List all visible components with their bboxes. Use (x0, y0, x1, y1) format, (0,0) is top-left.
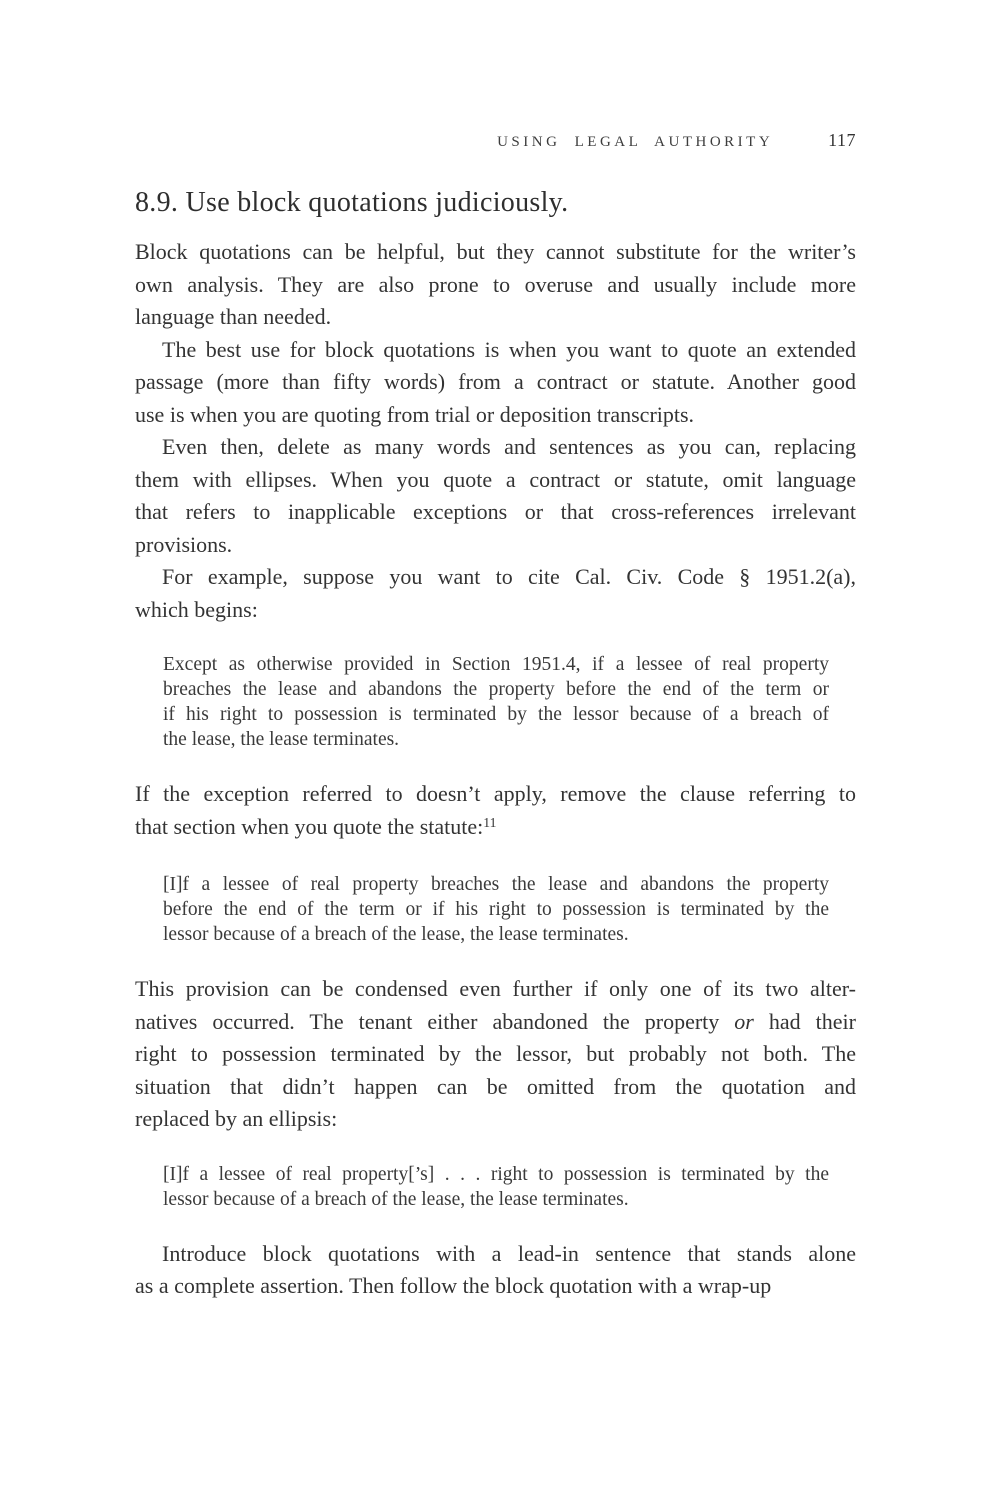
text-line: Introduce block quotations with a lead-in sentence that stands alone (162, 1240, 856, 1266)
text-line: provisions. (135, 531, 233, 557)
running-head-row (135, 130, 856, 151)
text-line: lessor because of a breach of the lease, the lease terminates. (163, 924, 629, 945)
text-line: before the end of the term or if his right to possession is terminated by the (163, 899, 829, 920)
text-line: right to possession terminated by the lessor, but probably not both. The (135, 1041, 856, 1066)
text-line: For example, suppose you want to cite Cal. Civ. Code § 1951.2(a), (162, 564, 856, 589)
page-content (135, 130, 856, 1303)
block-quote (163, 872, 829, 947)
text-line: language than needed. (135, 304, 332, 329)
text-line: Even then, delete as many words and sentences as you can, replacing (162, 434, 856, 459)
paragraph (135, 431, 856, 561)
text-line: own analysis. They are also prone to overuse and usually include more (135, 271, 856, 297)
text-line: Block quotations can be helpful, but they cannot substitute for the writer’s (135, 239, 856, 264)
paragraph (135, 236, 856, 334)
text-line: If the exception referred to doesn’t apply, remove the clause referring to (135, 781, 856, 806)
page-number: 117 (828, 130, 856, 150)
paragraph (135, 334, 856, 432)
section-heading: 8.9. Use block quotations judiciously. (135, 187, 569, 218)
text-line: replaced by an ellipsis: (135, 1106, 338, 1131)
text-line: The best use for block quotations is when you want to quote an extended (162, 336, 856, 362)
text-line: use is when you are quoting from trial or deposition transcripts. (135, 401, 695, 427)
text-line: [I]f a lessee of real property breaches the lease and abandons the property (163, 874, 829, 895)
text-line: lessor because of a breach of the lease, the lease terminates. (163, 1188, 629, 1210)
footnote-reference: 11 (483, 815, 497, 831)
text-line: that section when you quote the statute:$^{11}$ (135, 813, 497, 839)
text-line: passage (more than fifty words) from a contract or statute. Another good (135, 369, 856, 394)
block-quote (163, 652, 829, 752)
text-line: that refers to inapplicable exceptions or that cross-references irrelevant (135, 499, 856, 524)
text-line: the lease, the lease terminates. (163, 729, 400, 750)
paragraph (135, 1238, 856, 1303)
paragraph (135, 778, 856, 846)
text-line: [I]f a lessee of real property[’s] . . . right to possession is terminated by the (163, 1163, 829, 1185)
paragraph (135, 973, 856, 1136)
text-line: natives occurred. The tenant either abandoned the property or had their (135, 1008, 856, 1034)
text-line: them with ellipses. When you quote a contract or statute, omit language (135, 466, 856, 492)
running-head: USING LEGAL AUTHORITY (497, 134, 774, 150)
text-line: Except as otherwise provided in Section 1951.4, if a lessee of real property (163, 654, 829, 675)
text-line: This provision can be condensed even further if only one of its two alter- (135, 976, 856, 1001)
text-line: which begins: (135, 596, 258, 622)
body-text (135, 236, 856, 1303)
text-line: breaches the lease and abandons the property before the end of the term or (163, 679, 829, 700)
text-line: situation that didn’t happen can be omitted from the quotation and (135, 1073, 856, 1099)
paragraph (135, 561, 856, 626)
text-line: as a complete assertion. Then follow the block quotation with a wrap-up (135, 1273, 772, 1298)
text-line: if his right to possession is terminated by the lessor because of a breach of (163, 704, 829, 725)
block-quote (163, 1162, 829, 1212)
